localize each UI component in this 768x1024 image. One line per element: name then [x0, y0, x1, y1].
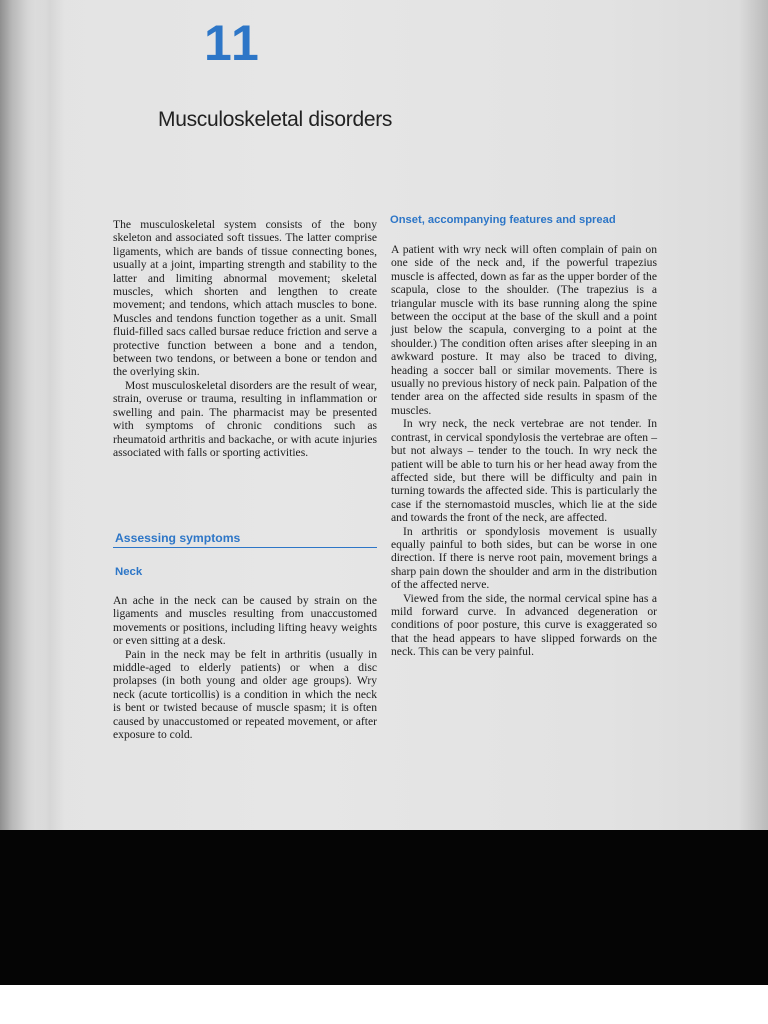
neck-paragraph: Pain in the neck may be felt in arthritis (usually in middle-aged to elderly patients) or when a disc prolapses (in both young and older age groups). Wry neck (acute torticollis) is a condition in which the neck is bent or twisted because of muscle spasm; it is often caused by unaccustomed or repeated movement, or after exposure to cold. — [113, 647, 377, 742]
page-binding-shadow — [35, 0, 65, 830]
intro-paragraph: Most musculoskeletal disorders are the result of wear, strain, overuse or trauma, resulting in inflammation or swelling and pain. The pharmacist may be presented with symptoms of chronic conditions such as rheumatoid arthritis and backache, or with acute injuries associated with falls or sporting activities. — [113, 378, 377, 459]
onset-paragraph: In wry neck, the neck vertebrae are not tender. In contrast, in cervical spondylosis the vertebrae are often – but not always – tender to the touch. In wry neck the patient will be able to turn his or her head away from the affected side, but there will be difficulty and pain in turning towards the affected side. This is particularly the case if the sternomastoid muscles, which lie at the side and towards the front of the neck, are affected. — [391, 417, 657, 525]
intro-column — [113, 218, 377, 459]
onset-column — [391, 243, 657, 659]
page-edge-shadow — [738, 0, 768, 830]
scan-background — [0, 830, 768, 985]
chapter-title: Musculoskeletal disorders — [158, 108, 393, 131]
neck-paragraph: An ache in the neck can be caused by strain on the ligaments and muscles resulting from unaccustomed movements or positions, including lifting heavy weights or even sitting at a desk. — [113, 594, 377, 648]
chapter-number: 11 — [204, 15, 261, 71]
onset-heading: Onset, accompanying features and spread — [390, 214, 616, 226]
onset-paragraph: Viewed from the side, the normal cervical spine has a mild forward curve. In advanced degeneration or conditions of poor posture, this curve is exaggerated so that the head appears to have slipped forwards on the neck. This can be very painful. — [391, 591, 657, 659]
subsection-heading: Neck — [115, 566, 143, 578]
section-heading: Assessing symptoms — [115, 531, 241, 545]
section-divider — [113, 547, 377, 548]
onset-paragraph: In arthritis or spondylosis movement is usually equally painful to both sides, but can be worse in one direction. If there is nerve root pain, movement brings a sharp pain down the shoulder and arm in the distribution of the affected nerve. — [391, 524, 657, 592]
intro-paragraph: The musculoskeletal system consists of the bony skeleton and associated soft tissues. The latter comprise ligaments, which are bands of tissue connecting bones, usually at a joint, imparting strength and stability to the latter and limiting abnormal movement; skeletal muscles, which shorten and lengthen to create movement; and tendons, which attach muscles to bone. Muscles and tendons function together as a unit. Small fluid-filled sacs called bursae reduce friction and serve a protective function between a bone and a tendon, between two tendons, or between a bone or tendon and the overlying skin. — [113, 218, 377, 379]
neck-column — [113, 594, 377, 741]
onset-paragraph: A patient with wry neck will often complain of pain on one side of the neck and, if the powerful trapezius muscle is affected, down as far as the upper border of the scapula, close to the shoulder. (The trapezius is a triangular muscle with its base running along the spine between the occiput at the base of the skull and a point just below the scapula, converging to a point at the shoulder.) The condition often arises after sleeping in an awkward posture. It may also be traced to diving, heading a soccer ball or similar movements. There is usually no previous history of neck pain. Palpation of the tender area on the affected side results in spasm of the muscles. — [391, 243, 657, 417]
